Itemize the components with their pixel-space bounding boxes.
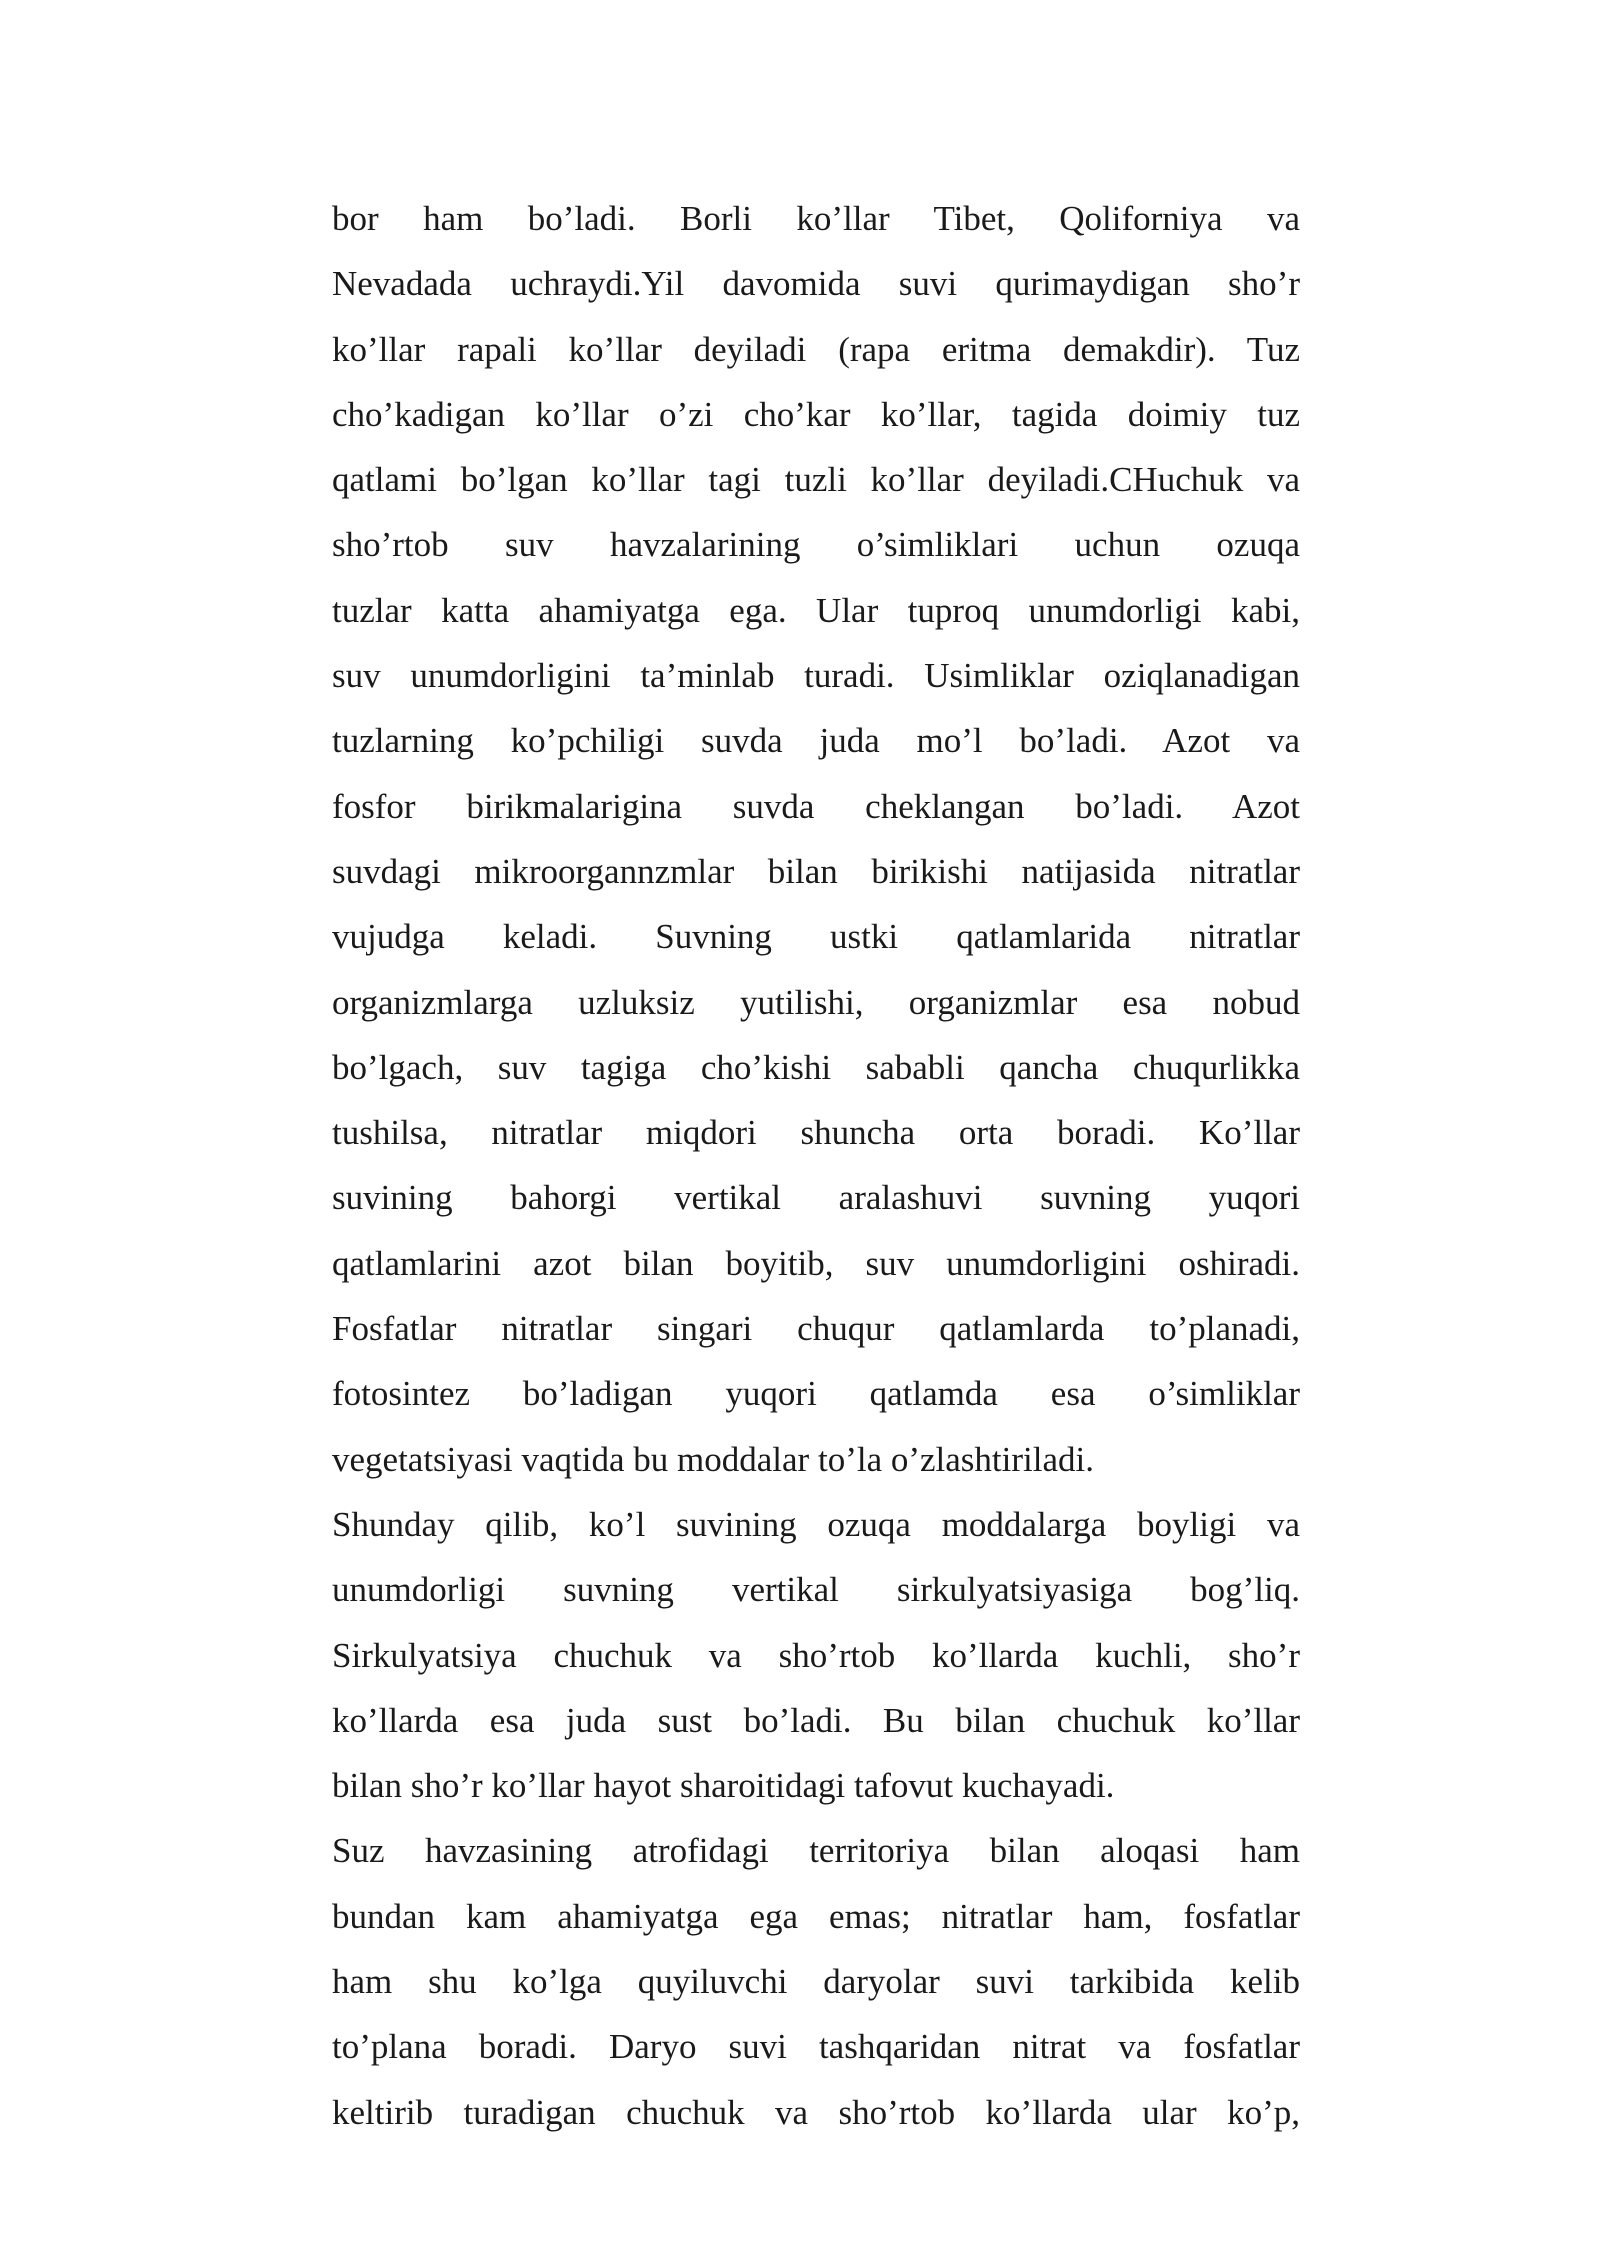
text-line: unumdorligi suvning vertikal sirkulyatsiyasiga bog’liq. bbox=[332, 1570, 1300, 1610]
text-line: sho’rtob suv havzalarining o’simliklari uchun ozuqa bbox=[332, 525, 1300, 565]
text-line: keltirib turadigan chuchuk va sho’rtob ko’llarda ular ko’p, bbox=[332, 2092, 1300, 2132]
text-line: suv unumdorligini ta’minlab turadi. Usimliklar oziqlanadigan bbox=[332, 656, 1300, 696]
text-line: organizmlarga uzluksiz yutilishi, organizmlar esa nobud bbox=[332, 982, 1300, 1022]
text-line: Sirkulyatsiya chuchuk va sho’rtob ko’llarda kuchli, sho’r bbox=[332, 1635, 1300, 1675]
text-line: ko’llarda esa juda sust bo’ladi. Bu bilan chuchuk ko’llar bbox=[332, 1700, 1300, 1740]
text-line: bo’lgach, suv tagiga cho’kishi sababli qancha chuqurlikka bbox=[332, 1047, 1300, 1087]
text-line: to’plana boradi. Daryo suvi tashqaridan nitrat va fosfatlar bbox=[332, 2027, 1300, 2067]
text-line: suvining bahorgi vertikal aralashuvi suvning yuqori bbox=[332, 1178, 1300, 1218]
text-line: vujudga keladi. Suvning ustki qatlamlarida nitratlar bbox=[332, 917, 1300, 957]
text-line: Suz havzasining atrofidagi territoriya bilan aloqasi ham bbox=[332, 1831, 1300, 1871]
text-line: bor ham bo’ladi. Borli ko’llar Tibet, Qoliforniya va bbox=[332, 199, 1300, 238]
text-line: fosfor birikmalarigina suvda cheklangan bo’ladi. Azot bbox=[332, 786, 1300, 826]
text-line: tushilsa, nitratlar miqdori shuncha orta boradi. Ko’llar bbox=[332, 1113, 1300, 1153]
text-line: cho’kadigan ko’llar o’zi cho’kar ko’llar, tagida doimiy tuz bbox=[332, 394, 1300, 434]
text-line: Fosfatlar nitratlar singari chuqur qatlamlarda to’planadi, bbox=[332, 1309, 1300, 1349]
text-line: Shunday qilib, ko’l suvining ozuqa moddalarga boyligi va bbox=[332, 1504, 1300, 1544]
text-line: suvdagi mikroorgannzmlar bilan birikishi natijasida nitratlar bbox=[332, 851, 1300, 891]
text-line: tuzlar katta ahamiyatga ega. Ular tuproq unumdorligi kabi, bbox=[332, 590, 1300, 630]
text-line: vegetatsiyasi vaqtida bu moddalar to’la o’zlashtiriladi. bbox=[332, 1439, 1094, 1479]
text-line: fotosintez bo’ladigan yuqori qatlamda esa o’simliklar bbox=[332, 1374, 1300, 1414]
body-text bbox=[332, 186, 1300, 2145]
text-line: qatlami bo’lgan ko’llar tagi tuzli ko’llar deyiladi.CHuchuk va bbox=[332, 460, 1300, 500]
text-line: qatlamlarini azot bilan boyitib, suv unumdorligini oshiradi. bbox=[332, 1243, 1300, 1283]
text-line: ko’llar rapali ko’llar deyiladi (rapa eritma demakdir). Tuz bbox=[332, 329, 1300, 369]
text-line: Nevadada uchraydi.Yil davomida suvi qurimaydigan sho’r bbox=[332, 264, 1300, 304]
text-line: bundan kam ahamiyatga ega emas; nitratlar ham, fosfatlar bbox=[332, 1896, 1300, 1936]
text-line: tuzlarning ko’pchiligi suvda juda mo’l bo’ladi. Azot va bbox=[332, 721, 1300, 761]
text-line: bilan sho’r ko’llar hayot sharoitidagi tafovut kuchayadi. bbox=[332, 1766, 1115, 1806]
text-line: ham shu ko’lga quyiluvchi daryolar suvi tarkibida kelib bbox=[332, 1962, 1300, 2002]
